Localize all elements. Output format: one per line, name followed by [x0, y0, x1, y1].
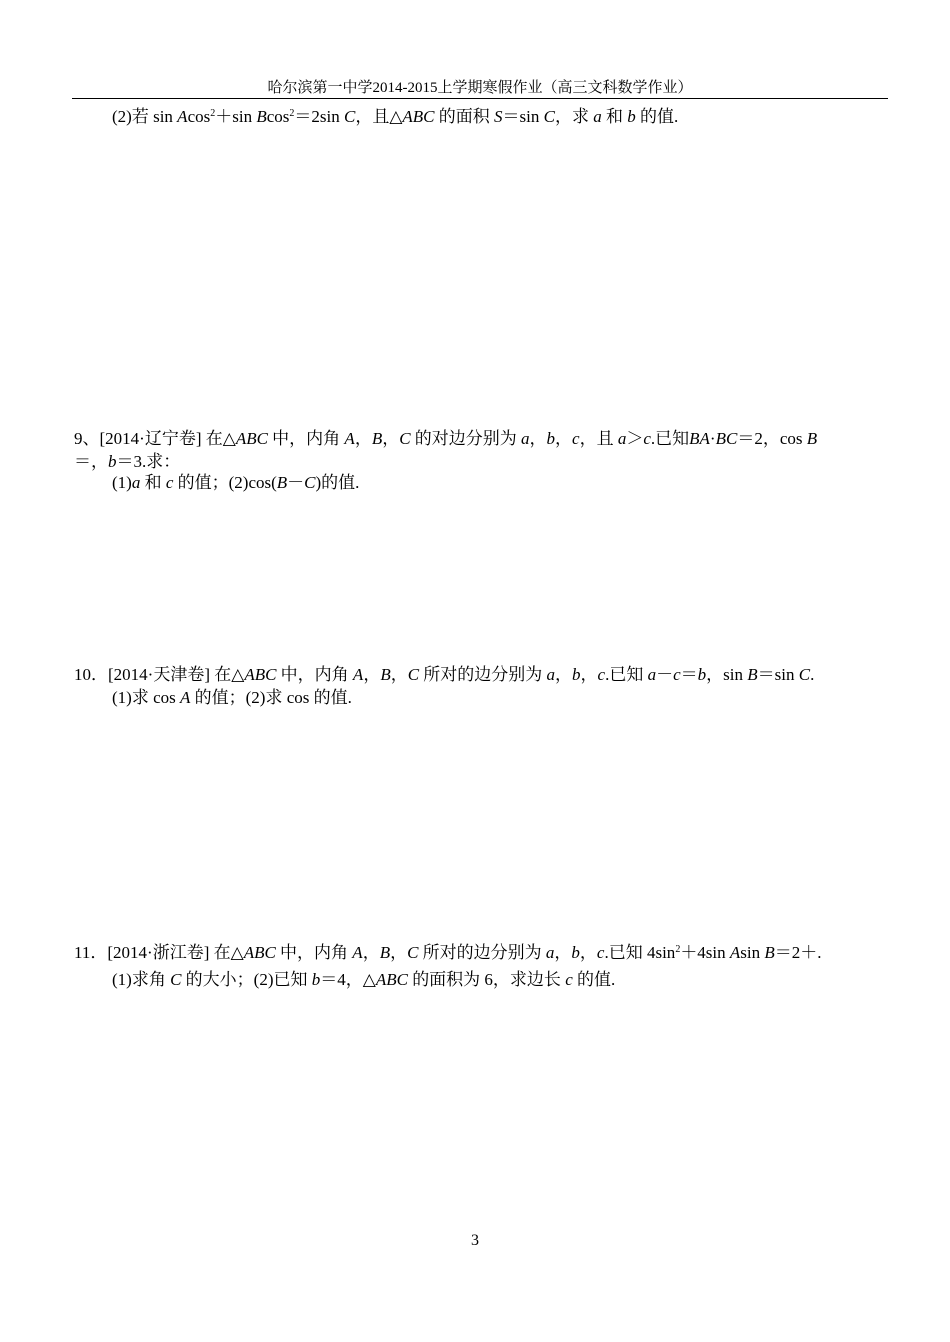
math-variable: b	[572, 665, 581, 684]
problem-9-statement-cont	[74, 451, 180, 473]
text-run: .已知 4sin	[604, 943, 676, 962]
math-variable: b	[311, 970, 321, 989]
text-run: 的对边分别为	[410, 429, 522, 448]
text-run: 的值.	[572, 970, 616, 989]
math-variable: A	[352, 665, 364, 684]
text-run: ＝2sin	[294, 107, 344, 126]
math-variable: b	[108, 452, 117, 471]
text-run: 中，内角	[276, 665, 353, 684]
text-run: cos	[187, 107, 211, 126]
text-run: ，	[382, 429, 400, 448]
text-run: ，	[354, 429, 372, 448]
text-run: ，	[390, 943, 408, 962]
text-run: －	[287, 473, 305, 492]
text-run: ，	[363, 665, 381, 684]
page-number: 3	[471, 1232, 479, 1249]
math-variable: C	[798, 665, 811, 684]
math-variable: C	[170, 970, 182, 989]
superscript: 2	[289, 108, 295, 119]
text-run: ＝3.求：	[116, 452, 181, 471]
problem-11-questions	[112, 969, 615, 991]
text-run: ＝，	[74, 452, 108, 471]
math-variable: B	[379, 943, 391, 962]
text-run: 所对的边分别为	[418, 943, 546, 962]
math-variable: a	[545, 943, 555, 962]
text-run: (1)求 cos	[112, 688, 180, 707]
problem-9-statement	[74, 428, 817, 450]
math-variable: b	[697, 665, 707, 684]
text-run: (1)求角	[112, 970, 171, 989]
math-variable: B	[380, 665, 391, 684]
math-variable: a	[593, 107, 602, 126]
math-variable: C	[304, 473, 316, 492]
text-run: 所对的边分别为	[419, 665, 547, 684]
text-run: 的值.	[635, 107, 679, 126]
math-variable: c	[597, 665, 606, 684]
text-run: ，且	[579, 429, 618, 448]
math-variable: c	[565, 970, 573, 989]
math-variable: A	[729, 943, 741, 962]
problem-10-statement	[74, 664, 814, 686]
text-run: .	[810, 665, 815, 684]
math-variable: B	[764, 943, 775, 962]
math-variable: C	[407, 665, 420, 684]
text-run: )的值.	[315, 473, 360, 492]
math-variable: ABC	[243, 943, 276, 962]
superscript: 2	[210, 108, 216, 119]
text-run: 的值；(2)求 cos 的值.	[190, 688, 352, 707]
math-variable: A	[177, 107, 188, 126]
math-variable: ABC	[402, 107, 435, 126]
math-variable: b	[627, 107, 636, 126]
text-run: .已知	[650, 429, 690, 448]
math-variable: a	[647, 665, 657, 684]
text-run: ，且△	[355, 107, 403, 126]
text-run: 和	[140, 473, 166, 492]
math-variable: B	[747, 665, 758, 684]
math-variable: c	[596, 943, 605, 962]
text-run: ，	[579, 943, 597, 962]
math-variable: b	[546, 429, 556, 448]
text-run: ＝2＋.	[774, 943, 822, 962]
math-variable: C	[399, 429, 411, 448]
text-run: (1)	[112, 473, 132, 492]
text-run: ，	[362, 943, 380, 962]
text-run: ，sin	[706, 665, 748, 684]
text-run: ＋4sin	[680, 943, 730, 962]
text-run: 11．[2014·浙江卷] 在△	[74, 943, 244, 962]
problem-9-questions	[112, 472, 359, 494]
text-run: －	[656, 665, 674, 684]
text-run: 中，内角	[275, 943, 353, 962]
text-run: 的面积	[434, 107, 495, 126]
math-variable: b	[571, 943, 580, 962]
math-variable: B	[806, 429, 818, 448]
text-run: 9、[2014·辽宁卷] 在△	[74, 429, 236, 448]
math-variable: c	[643, 429, 651, 448]
text-run: ，求	[554, 107, 594, 126]
math-variable: B	[276, 473, 288, 492]
text-run: ＝sin	[502, 107, 544, 126]
superscript: 2	[675, 944, 681, 955]
text-run: 的值；(2)cos(	[173, 473, 277, 492]
math-variable: a	[131, 473, 141, 492]
math-variable: ABC	[235, 429, 268, 448]
text-run: ＝4，△	[320, 970, 376, 989]
math-variable: BA	[689, 429, 710, 448]
math-variable: S	[494, 107, 503, 126]
text-run: ，	[529, 429, 547, 448]
text-run: ，	[555, 665, 573, 684]
math-variable: a	[546, 665, 556, 684]
math-variable: BC	[715, 429, 738, 448]
text-run: ·	[709, 429, 716, 448]
text-run: 的大小；(2)已知	[181, 970, 312, 989]
math-variable: A	[344, 429, 355, 448]
math-variable: B	[371, 429, 383, 448]
text-run: ＝2，cos	[737, 429, 807, 448]
math-variable: C	[407, 943, 419, 962]
text-run: 和	[601, 107, 628, 126]
math-variable: C	[543, 107, 555, 126]
math-variable: a	[521, 429, 530, 448]
text-run: ＋sin	[215, 107, 257, 126]
text-run: 的面积为 6，求边长	[407, 970, 566, 989]
text-run: ，	[555, 429, 573, 448]
text-run: ＝sin	[757, 665, 799, 684]
page-header: 哈尔滨第一中学2014-2015上学期寒假作业（高三文科数学作业）	[72, 78, 888, 99]
math-variable: ABC	[244, 665, 277, 684]
math-variable: c	[165, 473, 174, 492]
text-run: (2)若 sin	[112, 107, 178, 126]
math-variable: C	[343, 107, 356, 126]
text-run: .已知	[605, 665, 648, 684]
text-run: ＞	[626, 429, 644, 448]
text-run: ，	[554, 943, 572, 962]
text-run: ，	[580, 665, 598, 684]
math-variable: A	[179, 688, 191, 707]
problem-11-statement	[74, 942, 822, 964]
math-variable: c	[572, 429, 580, 448]
math-variable: c	[673, 665, 681, 684]
problem-10-questions	[112, 687, 352, 709]
text-run: 中，内角	[267, 429, 345, 448]
text-run: sin	[740, 943, 765, 962]
problem-8-part-2	[112, 106, 678, 128]
math-variable: a	[617, 429, 627, 448]
math-variable: A	[352, 943, 363, 962]
text-run: cos	[266, 107, 290, 126]
math-variable: B	[256, 107, 267, 126]
math-variable: ABC	[375, 970, 408, 989]
text-run: ，	[390, 665, 408, 684]
text-run: ＝	[680, 665, 698, 684]
text-run: 10．[2014·天津卷] 在△	[74, 665, 245, 684]
